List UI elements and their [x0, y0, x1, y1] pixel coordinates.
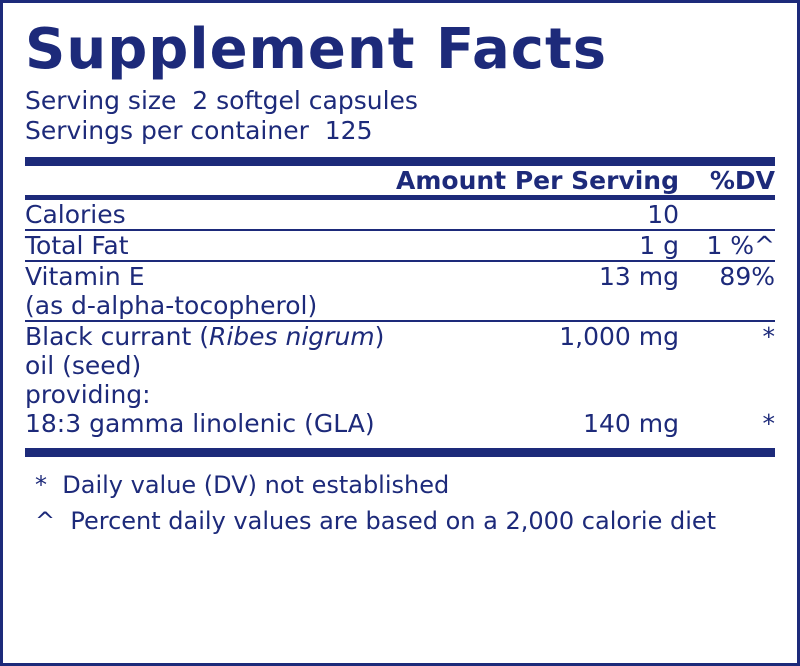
row-subtext-dv-blank-3 [679, 380, 775, 409]
row-subtext-dv-blank [679, 291, 775, 320]
row-amount-calories: 10 [647, 199, 679, 229]
row-name-prefix: Black currant ( [25, 321, 209, 351]
row-subtext-amount-blank-3 [516, 380, 679, 409]
row-subtext-amount-blank [538, 291, 679, 320]
table-row [25, 409, 775, 438]
divider-thick-top [25, 157, 775, 166]
table-subrow [25, 291, 775, 320]
row-dv-gla: * [762, 408, 775, 438]
row-dv-total-fat: 1 %^ [706, 230, 775, 260]
row-subtext-vitamin-e: (as d-alpha-tocopherol) [25, 290, 318, 320]
row-name-total-fat: Total Fat [25, 230, 129, 260]
row-dv-calories [679, 200, 775, 229]
table-row [25, 262, 775, 291]
table-subrow [25, 380, 775, 409]
row-name-gla: 18:3 gamma linolenic (GLA) [25, 408, 375, 438]
facts-table-body-4 [25, 322, 775, 438]
row-amount-gla: 140 mg [583, 408, 679, 438]
serving-size-line: Serving size 2 softgel capsules [25, 85, 418, 115]
row-amount-black-currant: 1,000 mg [559, 321, 679, 351]
row-name-suffix: ) [374, 321, 385, 351]
facts-table [25, 166, 775, 195]
row-subtext-dv-blank-2 [679, 351, 775, 380]
row-name-vitamin-e: Vitamin E [25, 261, 145, 291]
servings-per-container-line: Servings per container 125 [25, 116, 373, 146]
row-amount-total-fat: 1 g [639, 230, 679, 260]
facts-table-body-2 [25, 231, 775, 260]
row-subtext-amount-blank-2 [516, 351, 679, 380]
row-name-black-currant [25, 322, 516, 351]
row-amount-vitamin-e: 13 mg [599, 261, 679, 291]
table-header-row [25, 166, 775, 195]
divider-thick-bottom [25, 448, 775, 457]
table-subrow [25, 351, 775, 380]
table-row [25, 231, 775, 260]
footnote-percent-daily-values: ^ Percent daily values are based on a 2,000 calorie diet [35, 506, 717, 535]
footnotes [25, 457, 775, 539]
footnote-daily-value: * Daily value (DV) not established [35, 470, 450, 499]
row-name-botanical: Ribes nigrum [208, 321, 375, 351]
table-row [25, 322, 775, 351]
header-amount-per-serving: Amount Per Serving [396, 165, 679, 195]
header-daily-value: %DV [709, 165, 775, 195]
row-name-calories: Calories [25, 199, 126, 229]
row-subtext-black-currant-oil: oil (seed) [25, 350, 142, 380]
row-dv-vitamin-e: 89% [719, 261, 775, 291]
table-row [25, 200, 775, 229]
page-title: Supplement Facts [25, 17, 608, 82]
row-dv-black-currant: * [762, 321, 775, 351]
facts-table-body [25, 200, 775, 229]
row-subtext-providing: providing: [25, 379, 151, 409]
facts-table-body-3 [25, 262, 775, 320]
